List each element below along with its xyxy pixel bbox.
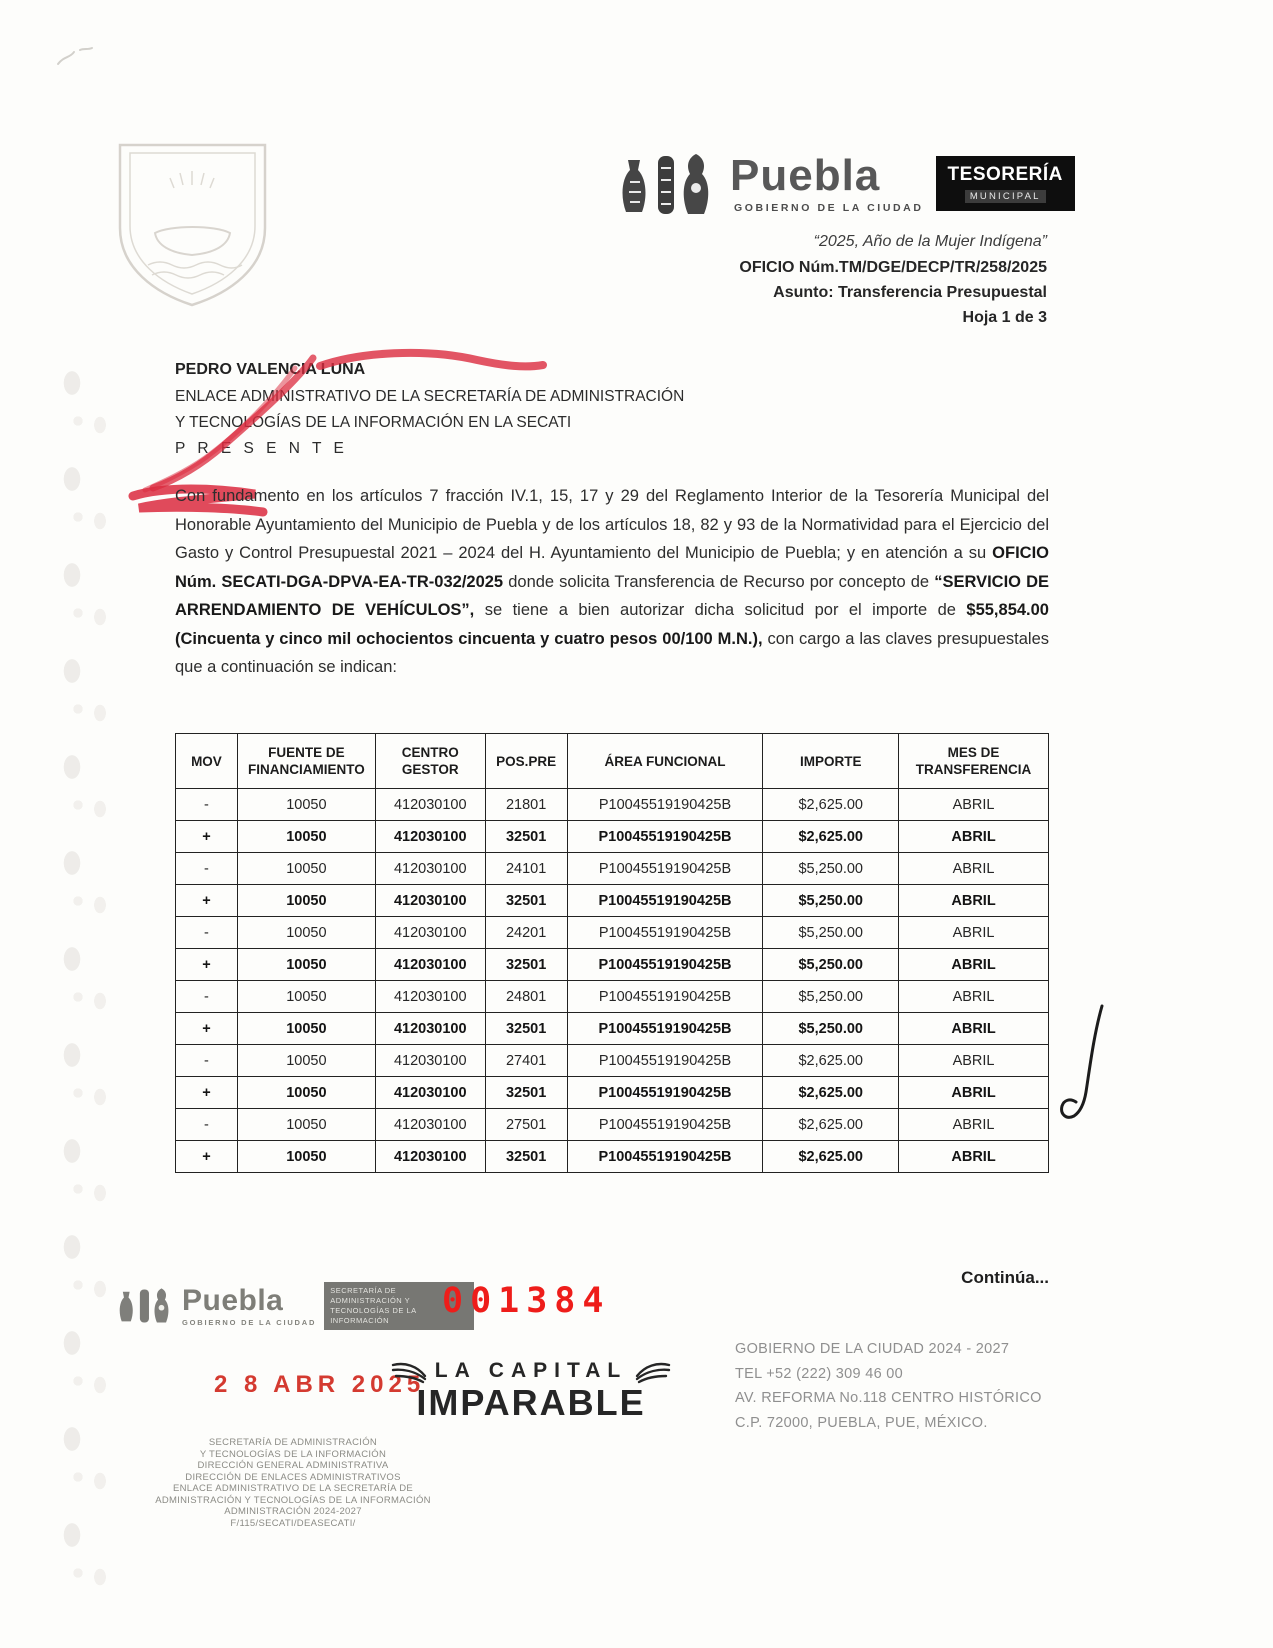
cell-mov: + bbox=[176, 1077, 238, 1109]
header-row bbox=[176, 734, 1049, 789]
cell-importe: $2,625.00 bbox=[763, 1109, 899, 1141]
recipient-title-line2: Y TECNOLOGÍAS DE LA INFORMACIÓN EN LA SECATI bbox=[175, 414, 572, 431]
pencil-mark bbox=[52, 42, 102, 72]
puebla-tagline: GOBIERNO DE LA CIUDAD bbox=[734, 202, 924, 214]
dept-stamp-line: ADMINISTRACIÓN Y TECNOLOGÍAS DE LA INFORMACIÓN bbox=[155, 1494, 431, 1506]
cell-mov: + bbox=[176, 885, 238, 917]
cell-pos: 27501 bbox=[485, 1109, 567, 1141]
cell-fuente: 10050 bbox=[237, 1077, 375, 1109]
department-stamp-text bbox=[128, 1437, 458, 1529]
cell-importe: $5,250.00 bbox=[763, 981, 899, 1013]
cell-centro: 412030100 bbox=[375, 1109, 485, 1141]
header-mov: MOV bbox=[176, 734, 238, 789]
cell-mov: + bbox=[176, 821, 238, 853]
stamp-wordmark-col bbox=[182, 1283, 317, 1327]
cell-mov: + bbox=[176, 949, 238, 981]
la-capital-imparable-logo bbox=[388, 1358, 674, 1422]
cell-importe: $5,250.00 bbox=[763, 949, 899, 981]
wing-right-icon bbox=[635, 1358, 671, 1384]
received-date-stamp: 2 8 ABR 2025 bbox=[214, 1371, 426, 1398]
cell-mov: + bbox=[176, 1013, 238, 1045]
cell-importe: $5,250.00 bbox=[763, 885, 899, 917]
letter-body-paragraph bbox=[175, 482, 1049, 682]
budget-table-container bbox=[175, 733, 1049, 1173]
stamp-secretaria-box: SECRETARÍA DE ADMINISTRACIÓN Y TECNOLOGÍAS DE LA INFORMACIÓN bbox=[324, 1282, 474, 1330]
cell-mov: - bbox=[176, 981, 238, 1013]
table-row bbox=[176, 853, 1049, 885]
tesoreria-chip bbox=[936, 156, 1075, 211]
cell-pos: 32501 bbox=[485, 1077, 567, 1109]
header-meta bbox=[739, 233, 1047, 334]
table-row bbox=[176, 1013, 1049, 1045]
cell-pos: 27401 bbox=[485, 1045, 567, 1077]
puebla-brand-text: Puebla bbox=[730, 151, 881, 200]
stamp-brand-text: Puebla bbox=[182, 1283, 284, 1317]
cell-fuente: 10050 bbox=[237, 949, 375, 981]
dept-stamp-line: ENLACE ADMINISTRATIVO DE LA SECRETARÍA DE bbox=[172, 1483, 413, 1494]
footer-puebla-stamp bbox=[116, 1282, 474, 1330]
cell-area: P10045519190425B bbox=[567, 1109, 763, 1141]
table-row bbox=[176, 917, 1049, 949]
cell-area: P10045519190425B bbox=[567, 949, 763, 981]
cell-fuente: 10050 bbox=[237, 789, 375, 821]
cell-mes: ABRIL bbox=[899, 1077, 1049, 1109]
recipient-title-line1: ENLACE ADMINISTRATIVO DE LA SECRETARÍA DE ADMINISTRACIÓN bbox=[175, 388, 685, 405]
municipal-label: MUNICIPAL bbox=[965, 190, 1046, 203]
service-concept: “SERVICIO DE ARRENDAMIENTO DE VEHÍCULOS”, bbox=[175, 572, 1050, 619]
cell-fuente: 10050 bbox=[237, 1141, 375, 1173]
la-capital-text: LA CAPITAL bbox=[434, 1359, 628, 1382]
year-quote: “2025, Año de la Mujer Indígena” bbox=[813, 233, 1047, 250]
cell-centro: 412030100 bbox=[375, 917, 485, 949]
cell-importe: $2,625.00 bbox=[763, 1045, 899, 1077]
cell-importe: $5,250.00 bbox=[763, 917, 899, 949]
header-pos: POS.PRE bbox=[485, 734, 567, 789]
puebla-wordmark bbox=[730, 148, 924, 214]
recipient-name: PEDRO VALENCIA LUNA bbox=[175, 361, 366, 378]
oficio-number: OFICIO Núm.TM/DGE/DECP/TR/258/2025 bbox=[739, 259, 1047, 276]
address-line-phone: TEL +52 (222) 309 46 00 bbox=[735, 1365, 903, 1382]
dept-stamp-line: ADMINISTRACIÓN 2024-2027 bbox=[224, 1506, 362, 1517]
cell-centro: 412030100 bbox=[375, 1045, 485, 1077]
dept-stamp-line: DIRECCIÓN GENERAL ADMINISTRATIVA bbox=[197, 1460, 389, 1471]
talavera-icons-small bbox=[116, 1283, 174, 1329]
cell-pos: 21801 bbox=[485, 789, 567, 821]
cell-importe: $2,625.00 bbox=[763, 789, 899, 821]
asunto-line: Asunto: Transferencia Presupuestal bbox=[773, 284, 1047, 301]
cell-mov: - bbox=[176, 917, 238, 949]
cell-area: P10045519190425B bbox=[567, 1045, 763, 1077]
page-indicator: Hoja 1 de 3 bbox=[962, 309, 1047, 326]
table-row bbox=[176, 949, 1049, 981]
cell-fuente: 10050 bbox=[237, 917, 375, 949]
cell-importe: $5,250.00 bbox=[763, 853, 899, 885]
table-row bbox=[176, 885, 1049, 917]
table-row bbox=[176, 1077, 1049, 1109]
cell-mov: - bbox=[176, 1109, 238, 1141]
talavera-icons bbox=[616, 148, 718, 222]
cell-mes: ABRIL bbox=[899, 821, 1049, 853]
imparable-text: IMPARABLE bbox=[416, 1382, 646, 1423]
cell-centro: 412030100 bbox=[375, 821, 485, 853]
table-row bbox=[176, 821, 1049, 853]
folio-number-stamp: 001384 bbox=[442, 1281, 611, 1321]
cell-mov: + bbox=[176, 1141, 238, 1173]
cell-mes: ABRIL bbox=[899, 1013, 1049, 1045]
wing-left-icon bbox=[391, 1358, 427, 1384]
cell-mes: ABRIL bbox=[899, 853, 1049, 885]
header-area: ÁREA FUNCIONAL bbox=[567, 734, 763, 789]
footer-address-block bbox=[735, 1337, 1042, 1435]
table-body bbox=[176, 789, 1049, 1173]
tesoreria-label: TESORERÍA bbox=[947, 164, 1063, 185]
cell-area: P10045519190425B bbox=[567, 1013, 763, 1045]
body-segment-3: se tiene a bien autorizar dicha solicitud por el importe de bbox=[474, 601, 967, 619]
address-line-city: C.P. 72000, PUEBLA, PUE, MÉXICO. bbox=[735, 1414, 988, 1431]
dept-stamp-line: DIRECCIÓN DE ENLACES ADMINISTRATIVOS bbox=[185, 1471, 401, 1483]
cell-fuente: 10050 bbox=[237, 1045, 375, 1077]
cell-mes: ABRIL bbox=[899, 1141, 1049, 1173]
table-row bbox=[176, 1109, 1049, 1141]
cell-area: P10045519190425B bbox=[567, 917, 763, 949]
header-mes: MES DE TRANSFERENCIA bbox=[899, 734, 1049, 789]
cell-mov: - bbox=[176, 853, 238, 885]
amount-text: $55,854.00 (Cincuenta y cinco mil ochocientos cincuenta y cuatro pesos 00/100 M.N.), bbox=[175, 601, 1049, 648]
cell-mov: - bbox=[176, 1045, 238, 1077]
table-header bbox=[176, 734, 1049, 789]
dept-stamp-line: F/115/SECATI/DEASECATI/ bbox=[230, 1517, 356, 1529]
cell-fuente: 10050 bbox=[237, 885, 375, 917]
body-segment-4: con cargo a las claves presupuestales que a continuación se indican: bbox=[175, 629, 1050, 676]
cell-fuente: 10050 bbox=[237, 1109, 375, 1141]
cell-mes: ABRIL bbox=[899, 789, 1049, 821]
cell-pos: 32501 bbox=[485, 1141, 567, 1173]
body-segment-2: donde solicita Transferencia de Recurso por concepto de bbox=[503, 572, 935, 591]
dept-stamp-line: SECRETARÍA DE ADMINISTRACIÓN bbox=[208, 1437, 378, 1448]
cell-mes: ABRIL bbox=[899, 1045, 1049, 1077]
cell-area: P10045519190425B bbox=[567, 1141, 763, 1173]
cell-pos: 24201 bbox=[485, 917, 567, 949]
cell-fuente: 10050 bbox=[237, 821, 375, 853]
margin-ornament-watermark bbox=[48, 355, 126, 1595]
cell-centro: 412030100 bbox=[375, 789, 485, 821]
cell-fuente: 10050 bbox=[237, 981, 375, 1013]
cell-centro: 412030100 bbox=[375, 949, 485, 981]
cell-fuente: 10050 bbox=[237, 1013, 375, 1045]
cell-importe: $2,625.00 bbox=[763, 821, 899, 853]
cell-centro: 412030100 bbox=[375, 1077, 485, 1109]
cell-pos: 32501 bbox=[485, 949, 567, 981]
cell-pos: 32501 bbox=[485, 1013, 567, 1045]
oficio-reference: OFICIO Núm. SECATI-DGA-DPVA-EA-TR-032/2025 bbox=[175, 544, 1049, 591]
cell-mes: ABRIL bbox=[899, 917, 1049, 949]
pen-check-mark bbox=[1050, 1000, 1120, 1130]
header-fuente: FUENTE DE FINANCIAMIENTO bbox=[237, 734, 375, 789]
table-row bbox=[176, 1045, 1049, 1077]
stamp-tagline: GOBIERNO DE LA CIUDAD bbox=[182, 1317, 317, 1327]
continua-label: Continúa... bbox=[961, 1268, 1049, 1287]
cell-centro: 412030100 bbox=[375, 885, 485, 917]
cell-fuente: 10050 bbox=[237, 853, 375, 885]
table-row bbox=[176, 981, 1049, 1013]
address-line-government: GOBIERNO DE LA CIUDAD 2024 - 2027 bbox=[735, 1341, 1010, 1357]
cell-centro: 412030100 bbox=[375, 853, 485, 885]
capital-top-line bbox=[388, 1358, 674, 1384]
header-centro: CENTRO GESTOR bbox=[375, 734, 485, 789]
cell-mes: ABRIL bbox=[899, 885, 1049, 917]
cell-centro: 412030100 bbox=[375, 1013, 485, 1045]
budget-transfer-table bbox=[175, 733, 1049, 1173]
cell-importe: $2,625.00 bbox=[763, 1077, 899, 1109]
cell-importe: $2,625.00 bbox=[763, 1141, 899, 1173]
recipient-block bbox=[175, 361, 684, 458]
address-line-street: AV. REFORMA No.118 CENTRO HISTÓRICO bbox=[735, 1390, 1042, 1406]
presente-line: P R E S E N T E bbox=[175, 440, 348, 457]
table-row bbox=[176, 789, 1049, 821]
cell-mes: ABRIL bbox=[899, 1109, 1049, 1141]
cell-area: P10045519190425B bbox=[567, 821, 763, 853]
puebla-letterhead-logo bbox=[616, 148, 1075, 222]
cell-mes: ABRIL bbox=[899, 981, 1049, 1013]
cell-mov: - bbox=[176, 789, 238, 821]
cell-centro: 412030100 bbox=[375, 981, 485, 1013]
cell-pos: 24101 bbox=[485, 853, 567, 885]
cell-pos: 24801 bbox=[485, 981, 567, 1013]
cell-pos: 32501 bbox=[485, 821, 567, 853]
cell-area: P10045519190425B bbox=[567, 1077, 763, 1109]
dept-stamp-line: Y TECNOLOGÍAS DE LA INFORMACIÓN bbox=[199, 1448, 387, 1460]
cell-area: P10045519190425B bbox=[567, 885, 763, 917]
header-importe: IMPORTE bbox=[763, 734, 899, 789]
cell-mes: ABRIL bbox=[899, 949, 1049, 981]
cell-area: P10045519190425B bbox=[567, 789, 763, 821]
city-crest-watermark bbox=[100, 133, 285, 313]
cell-area: P10045519190425B bbox=[567, 853, 763, 885]
table-row bbox=[176, 1141, 1049, 1173]
cell-area: P10045519190425B bbox=[567, 981, 763, 1013]
cell-importe: $5,250.00 bbox=[763, 1013, 899, 1045]
cell-centro: 412030100 bbox=[375, 1141, 485, 1173]
body-segment-1: Con fundamento en los artículos 7 fracción IV.1, 15, 17 y 29 del Reglamento Interior de la Tesorería Municipal del Honorable Ayuntamiento del Municipio de Puebla y de los artículos 18, 82 y 93 de la Normatividad para el Ejercicio del Gasto y Control Presupuestal 2021 – 2024 del H. Ayuntamiento del Municipio de Puebla; y en atención a su bbox=[175, 487, 1049, 562]
cell-pos: 32501 bbox=[485, 885, 567, 917]
